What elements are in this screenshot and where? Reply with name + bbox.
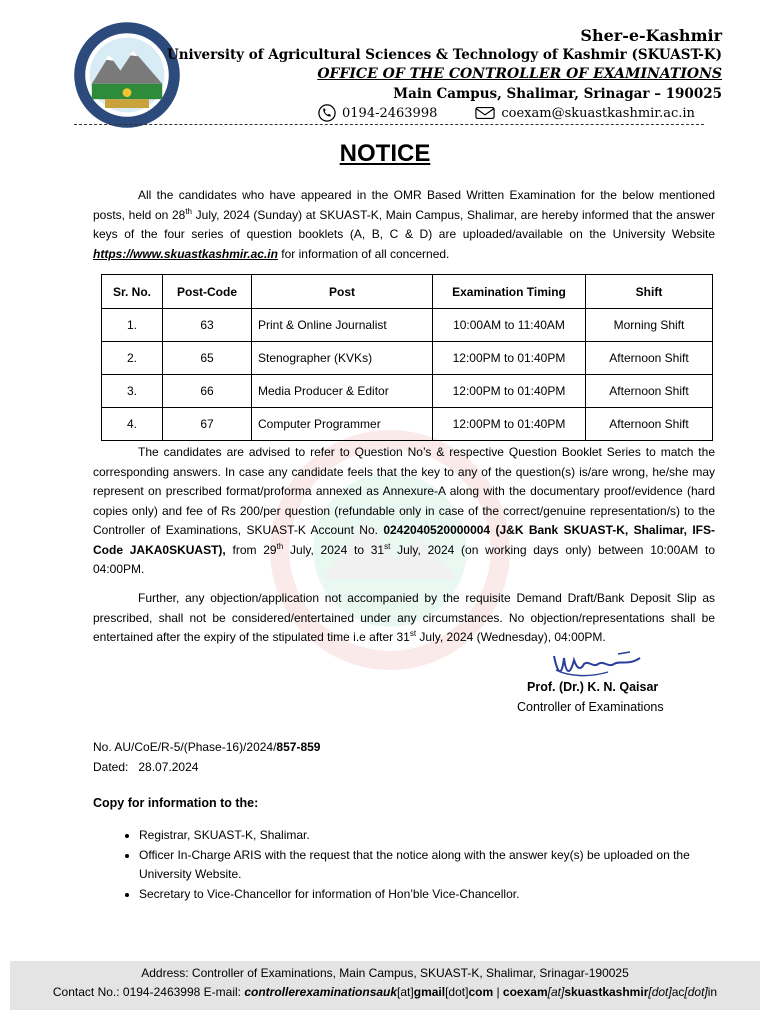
table-header: Post [252,275,433,309]
table-row [102,342,713,375]
footer-email2-ac: ac [671,985,685,999]
signatory-name: Prof. (Dr.) K. N. Qaisar [527,680,659,694]
paragraph-representation [93,443,715,580]
reference-dispatch-number: 857-859 [276,740,321,754]
footer-email2-domain: skuastkashmir [564,985,649,999]
copy-to-list [115,826,739,904]
table-cell: 4. [102,408,163,441]
table-cell: Afternoon Shift [586,408,713,441]
para3-sup: st [409,629,417,638]
table-cell: 12:00PM to 01:40PM [433,342,586,375]
para1-sup: th [185,206,192,216]
dated-value: 28.07.2024 [138,760,199,774]
table-cell: 66 [163,375,252,408]
para2-sup1: th [276,541,284,551]
para1-text-a: All the candidates who have appeared in the OMR Based Written Examination for the below mentioned posts, held on 28 [93,188,715,222]
page-title: NOTICE [339,140,431,167]
table-cell: Afternoon Shift [586,375,713,408]
list-item: • Registrar, SKUAST-K, Shalimar. [139,826,739,846]
footer-email1-tld: com [468,985,494,999]
footer-email2-at: [at] [547,985,565,999]
footer-email2-dot1: [dot] [648,985,672,999]
footer-email1-at: [at] [397,985,414,999]
footer-contact-label: Contact No.: 0194-2463998 E-mail: [52,985,245,999]
para2-text-c: July, 2024 to 31 [283,542,385,557]
para1-text-c: for information of all concerned. [277,246,450,261]
account-details: 0242040520000004 (J&K Bank SKUAST-K, Shalimar, IFS-Code JAKA0SKUAST), [93,523,715,557]
table-cell: 63 [163,309,252,342]
table-cell: 10:00AM to 11:40AM [433,309,586,342]
reference-number [93,740,320,754]
table-cell: Computer Programmer [252,408,433,441]
para2-sup2: st [384,541,391,551]
table-cell: Afternoon Shift [586,342,713,375]
dated-label: Dated: [93,760,129,774]
office-name: OFFICE OF THE CONTROLLER OF EXAMINATIONS [317,66,722,82]
phone-icon [318,104,336,122]
table-cell: Stenographer (KVKs) [252,342,433,375]
signature [548,646,648,684]
footer [10,961,760,1010]
table-cell: Morning Shift [586,309,713,342]
table-header: Sr. No. [102,275,163,309]
para2-text-b: from 29 [225,542,277,557]
table-header: Post-Code [163,275,252,309]
posts-table [101,274,713,441]
table-row [102,408,713,441]
header-contact [318,104,695,122]
table-cell: 67 [163,408,252,441]
para2-text-a: The candidates are advised to refer to Question No’s & respective Question Booklet Series to match the corresponding answers. In case any candidate feels that the key to any of the question(s) is/are wrong, he/she may represent on prescribed format/proforma annexed as Annexure-A along with the documentary proof/evidence (hard copies only) and fee of Rs 200/per question (refundable only in case of the correct/genuine representation/s) to the Controller of Examinations, SKUAST-K Account No. [93,445,715,537]
table-cell: Print & Online Journalist [252,309,433,342]
table-row [102,375,713,408]
reference-prefix: No. AU/CoE/R-5/(Phase-16)/2024/ [93,740,277,754]
university-full-name: University of Agricultural Sciences & Technology of Kashmir (SKUAST-K) [166,47,722,63]
footer-email1-dot: [dot] [445,985,469,999]
header-divider [74,124,704,125]
para1-text-b: July, 2024 (Sunday) at SKUAST-K, Main Campus, Shalimar, are hereby informed that the answer keys of the four series of question booklets (A, B, C & D) are uploaded/available on the University Website [93,207,715,241]
header-email[interactable]: coexam@skuastkashmir.ac.in [501,105,695,121]
para2-text-d: July, 2024 (on working days only) between 10:00AM to 04:00PM. [93,542,715,576]
footer-email1-domain: gmail [413,985,446,999]
header-phone: 0194-2463998 [342,105,438,121]
table-header-row [102,275,713,309]
university-short-name: Sher-e-Kashmir [580,26,722,45]
footer-email2-tld: in [707,985,718,999]
table-header: Shift [586,275,713,309]
table-cell: 2. [102,342,163,375]
table-cell: 12:00PM to 01:40PM [433,375,586,408]
paragraph-objection [93,589,715,648]
footer-email2-dot2: [dot] [684,985,708,999]
footer-contact [10,983,760,1002]
table-cell: 12:00PM to 01:40PM [433,408,586,441]
table-cell: 1. [102,309,163,342]
copy-to-heading: Copy for information to the: [93,796,259,810]
footer-email2-user: coexam [502,985,548,999]
list-item: • Officer In-Charge ARIS with the request that the notice along with the answer key(s) be uploaded on the University Website. [139,846,739,885]
university-address: Main Campus, Shalimar, Srinagar – 190025 [393,86,722,102]
paragraph-intro [93,186,715,264]
reference-date [93,760,198,774]
university-logo [72,20,182,130]
table-row [102,309,713,342]
footer-separator: | [493,985,503,999]
footer-address: Address: Controller of Examinations, Main Campus, SKUAST-K, Shalimar, Srinagar-190025 [141,966,629,980]
table-header: Examination Timing [433,275,586,309]
para3-text-b: July, 2024 (Wednesday), 04:00PM. [416,630,606,644]
footer-email1-user: controllerexaminationsauk [244,985,398,999]
table-cell: Media Producer & Editor [252,375,433,408]
para3-text-a: Further, any objection/application not accompanied by the requisite Demand Draft/Bank Deposit Slip as prescribed, shall not be considered/entertained under any circumstances. No objection/representations shall be entertained after the expiry of the stipulated time i.e after 31 [93,591,715,644]
list-item: • Secretary to Vice-Chancellor for information of Hon’ble Vice-Chancellor. [139,885,739,905]
university-website-link[interactable]: https://www.skuastkashmir.ac.in [93,246,278,261]
table-cell: 3. [102,375,163,408]
email-icon [475,105,495,121]
table-cell: 65 [163,342,252,375]
signatory-title: Controller of Examinations [517,700,664,714]
